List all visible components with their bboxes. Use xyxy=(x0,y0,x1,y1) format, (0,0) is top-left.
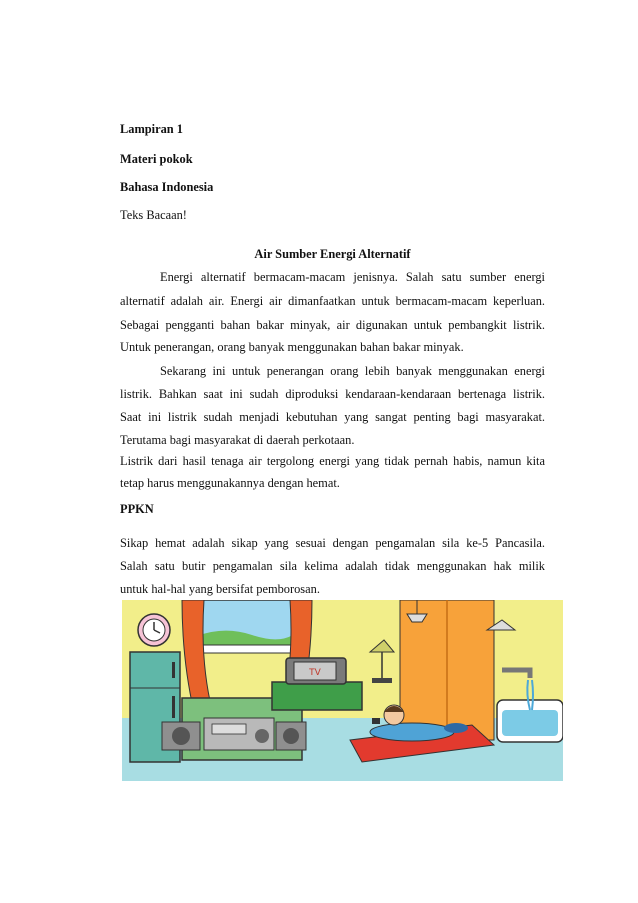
game-controller-icon xyxy=(372,718,380,724)
paragraph-2-line-1: Sekarang ini untuk penerangan orang lebih banyak menggunakan energi xyxy=(160,364,545,378)
subject-label: Bahasa Indonesia xyxy=(120,180,214,194)
materi-pokok-label: Materi pokok xyxy=(120,152,193,166)
paragraph-3-line-2: tetap harus menggunakannya dengan hemat. xyxy=(120,476,340,490)
child xyxy=(370,723,454,741)
ppkn-line-2: Salah satu butir pengamalan sila kelima adalah tidak menggunakan hak milik xyxy=(120,559,545,573)
lampiran-label: Lampiran 1 xyxy=(120,122,183,136)
teks-bacaan-label: Teks Bacaan! xyxy=(120,208,187,222)
paragraph-1-line-2: alternatif adalah air. Energi air dimanfaatkan untuk bermacam-macam keperluan. xyxy=(120,294,545,308)
article-title: Air Sumber Energi Alternatif xyxy=(254,247,411,261)
paragraph-2-line-2: listrik. Bahkan saat ini sudah diproduksi kendaraan-kendaraan bertenaga listrik. xyxy=(120,387,545,401)
ppkn-line-1: Sikap hemat adalah sikap yang sesuai dengan pengamalan sila ke-5 Pancasila. xyxy=(120,536,545,550)
paragraph-1-line-4: Untuk penerangan, orang banyak menggunakan bahan bakar minyak. xyxy=(120,340,464,354)
ppkn-heading: PPKN xyxy=(120,502,154,516)
paragraph-2-line-4: Terutama bagi masyarakat di daerah perkotaan. xyxy=(120,433,355,447)
paragraph-3-line-1: Listrik dari hasil tenaga air tergolong energi yang tidak pernah habis, namun kita xyxy=(120,454,545,468)
energy-waste-illustration xyxy=(122,600,563,781)
paragraph-1-line-3: Sebagai pengganti bahan bakar minyak, air digunakan untuk pembangkit listrik. xyxy=(120,318,545,332)
paragraph-2-line-3: Saat ini listrik sudah menjadi kebutuhan yang sangat penting bagi masyarakat. xyxy=(120,410,545,424)
tv-label: TV xyxy=(309,668,321,678)
tv-table xyxy=(272,682,362,710)
paragraph-1-line-1: Energi alternatif bermacam-macam jenisnya. Salah satu sumber energi xyxy=(160,270,545,284)
ppkn-line-3: untuk hal-hal yang bersifat pemborosan. xyxy=(120,582,320,596)
